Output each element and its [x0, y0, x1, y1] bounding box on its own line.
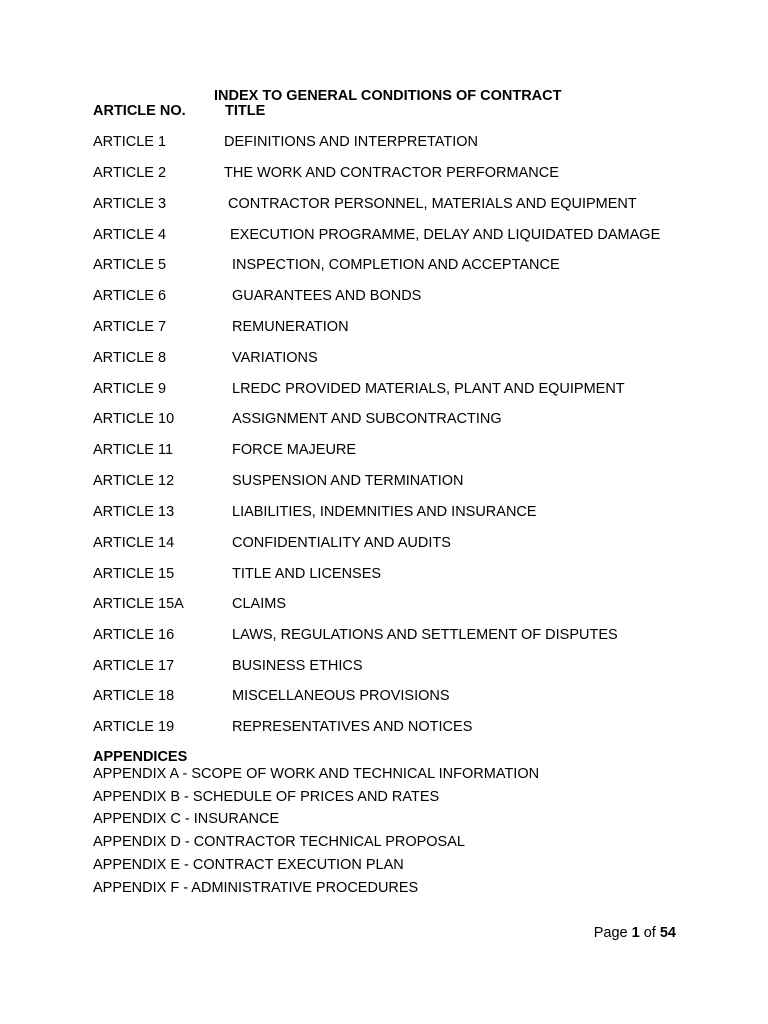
article-number: ARTICLE 12	[93, 473, 175, 489]
appendix-item: APPENDIX D - CONTRACTOR TECHNICAL PROPOSAL	[93, 834, 465, 850]
article-title: THE WORK AND CONTRACTOR PERFORMANCE	[224, 165, 559, 181]
article-title: LIABILITIES, INDEMNITIES AND INSURANCE	[232, 504, 537, 520]
article-number: ARTICLE 9	[93, 381, 167, 397]
article-number: ARTICLE 8	[93, 350, 167, 366]
article-number: ARTICLE 17	[93, 658, 175, 674]
article-title: REPRESENTATIVES AND NOTICES	[232, 719, 473, 735]
article-number: ARTICLE 18	[93, 688, 175, 704]
column-header-title: TITLE	[225, 103, 266, 119]
article-number: ARTICLE 2	[93, 165, 167, 181]
article-title: EXECUTION PROGRAMME, DELAY AND LIQUIDATED DAMAGE	[230, 227, 661, 243]
article-title: LREDC PROVIDED MATERIALS, PLANT AND EQUIPMENT	[232, 381, 625, 397]
index-heading: INDEX TO GENERAL CONDITIONS OF CONTRACT	[214, 88, 562, 104]
article-number: ARTICLE 4	[93, 227, 167, 243]
appendix-item: APPENDIX A - SCOPE OF WORK AND TECHNICAL INFORMATION	[93, 766, 540, 782]
article-title: CONFIDENTIALITY AND AUDITS	[232, 535, 451, 551]
article-number: ARTICLE 5	[93, 257, 167, 273]
article-number: ARTICLE 7	[93, 319, 167, 335]
article-title: DEFINITIONS AND INTERPRETATION	[224, 134, 479, 150]
article-number: ARTICLE 11	[93, 442, 174, 458]
article-number: ARTICLE 13	[93, 504, 175, 520]
article-title: CONTRACTOR PERSONNEL, MATERIALS AND EQUIPMENT	[228, 196, 637, 212]
article-title: LAWS, REGULATIONS AND SETTLEMENT OF DISPUTES	[232, 627, 618, 643]
article-number: ARTICLE 15A	[93, 596, 184, 612]
article-number: ARTICLE 10	[93, 411, 175, 427]
total-pages: 54	[659, 925, 676, 941]
article-number: ARTICLE 3	[93, 196, 167, 212]
article-number: ARTICLE 14	[93, 535, 175, 551]
article-number: ARTICLE 1	[93, 134, 167, 150]
article-title: MISCELLANEOUS PROVISIONS	[232, 688, 450, 704]
page-number	[594, 924, 676, 942]
article-title: ASSIGNMENT AND SUBCONTRACTING	[232, 411, 502, 427]
article-title: CLAIMS	[232, 596, 286, 612]
appendices-heading: APPENDICES	[93, 749, 188, 765]
appendix-item: APPENDIX E - CONTRACT EXECUTION PLAN	[93, 857, 404, 873]
article-title: REMUNERATION	[232, 319, 349, 335]
article-title: GUARANTEES AND BONDS	[232, 288, 422, 304]
article-title: SUSPENSION AND TERMINATION	[232, 473, 464, 489]
page-of: of	[639, 925, 660, 941]
appendix-item: APPENDIX F - ADMINISTRATIVE PROCEDURES	[93, 880, 419, 896]
appendix-item: APPENDIX C - INSURANCE	[93, 811, 280, 827]
article-number: ARTICLE 16	[93, 627, 175, 643]
article-number: ARTICLE 19	[93, 719, 175, 735]
article-number: ARTICLE 15	[93, 566, 175, 582]
appendix-item: APPENDIX B - SCHEDULE OF PRICES AND RATES	[93, 789, 440, 805]
article-title: VARIATIONS	[232, 350, 318, 366]
page-prefix: Page	[593, 925, 632, 941]
article-number: ARTICLE 6	[93, 288, 167, 304]
column-header-article-no: ARTICLE NO.	[93, 103, 186, 119]
article-title: TITLE AND LICENSES	[232, 566, 382, 582]
current-page: 1	[631, 925, 640, 941]
article-title: FORCE MAJEURE	[232, 442, 357, 458]
article-title: INSPECTION, COMPLETION AND ACCEPTANCE	[232, 257, 560, 273]
article-title: BUSINESS ETHICS	[232, 658, 363, 674]
